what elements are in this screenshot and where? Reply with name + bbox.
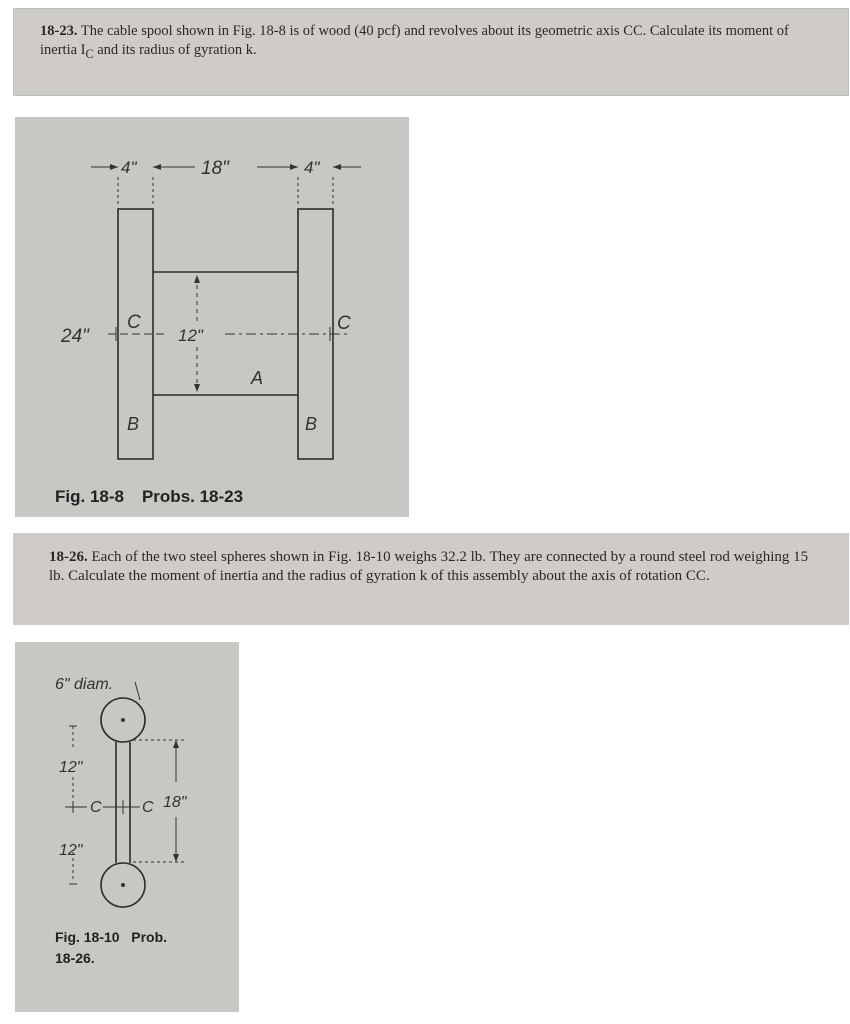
dim-flange-left: 4" <box>121 158 137 177</box>
problem-text-tail: and its radius of gyration k. <box>93 41 257 58</box>
dim-lower: 12" <box>59 842 83 859</box>
problem-text: The cable spool shown in Fig. 18-8 is of wood (40 pcf) and revolves about its geometric axis CC. Calculate its moment of inertia I <box>40 23 789 58</box>
caption-prob: Probs. 18-23 <box>141 487 244 506</box>
dim-rod: 18" <box>163 794 187 811</box>
subscript: C <box>85 46 94 61</box>
caption-num: 18-26. <box>55 950 95 966</box>
figure-caption <box>55 927 225 969</box>
problem-text: Each of the two steel spheres shown in Fig. 18-10 weighs 32.2 lb. They are connected by a round steel rod weighing 15 lb. Calculate the moment of inertia and the radius of gyration k of this assembly about the axis of rotation CC. <box>49 549 809 585</box>
figure-18-10 <box>15 642 239 1012</box>
caption-fig: Fig. 18-8 <box>55 487 124 506</box>
dim-middle: 18" <box>201 158 229 179</box>
label-axis-left: C <box>127 312 141 333</box>
label-flange-right: B <box>305 414 318 434</box>
problem-18-26-panel <box>13 533 849 625</box>
problem-number: 18-23. <box>40 23 78 39</box>
dim-flange-right: 4" <box>304 158 320 177</box>
dim-drum-height: 12" <box>178 326 203 345</box>
problem-number: 18-26. <box>49 549 88 565</box>
figure-caption <box>55 487 261 507</box>
label-axis-right: C <box>142 799 154 816</box>
label-drum: A <box>251 368 264 388</box>
label-axis-right: C <box>337 313 351 334</box>
label-flange-left: B <box>127 414 140 434</box>
caption-prob: Prob. <box>131 929 168 945</box>
dim-overall-height: 24" <box>61 326 89 347</box>
dim-upper: 12" <box>59 759 83 776</box>
cable-spool-drawing <box>15 117 409 517</box>
dim-sphere-diameter: 6" diam. <box>55 676 114 693</box>
problem-18-23-panel <box>13 8 849 96</box>
caption-fig: Fig. 18-10 <box>55 929 120 945</box>
figure-18-8 <box>15 117 409 517</box>
label-axis-left: C <box>90 799 102 816</box>
